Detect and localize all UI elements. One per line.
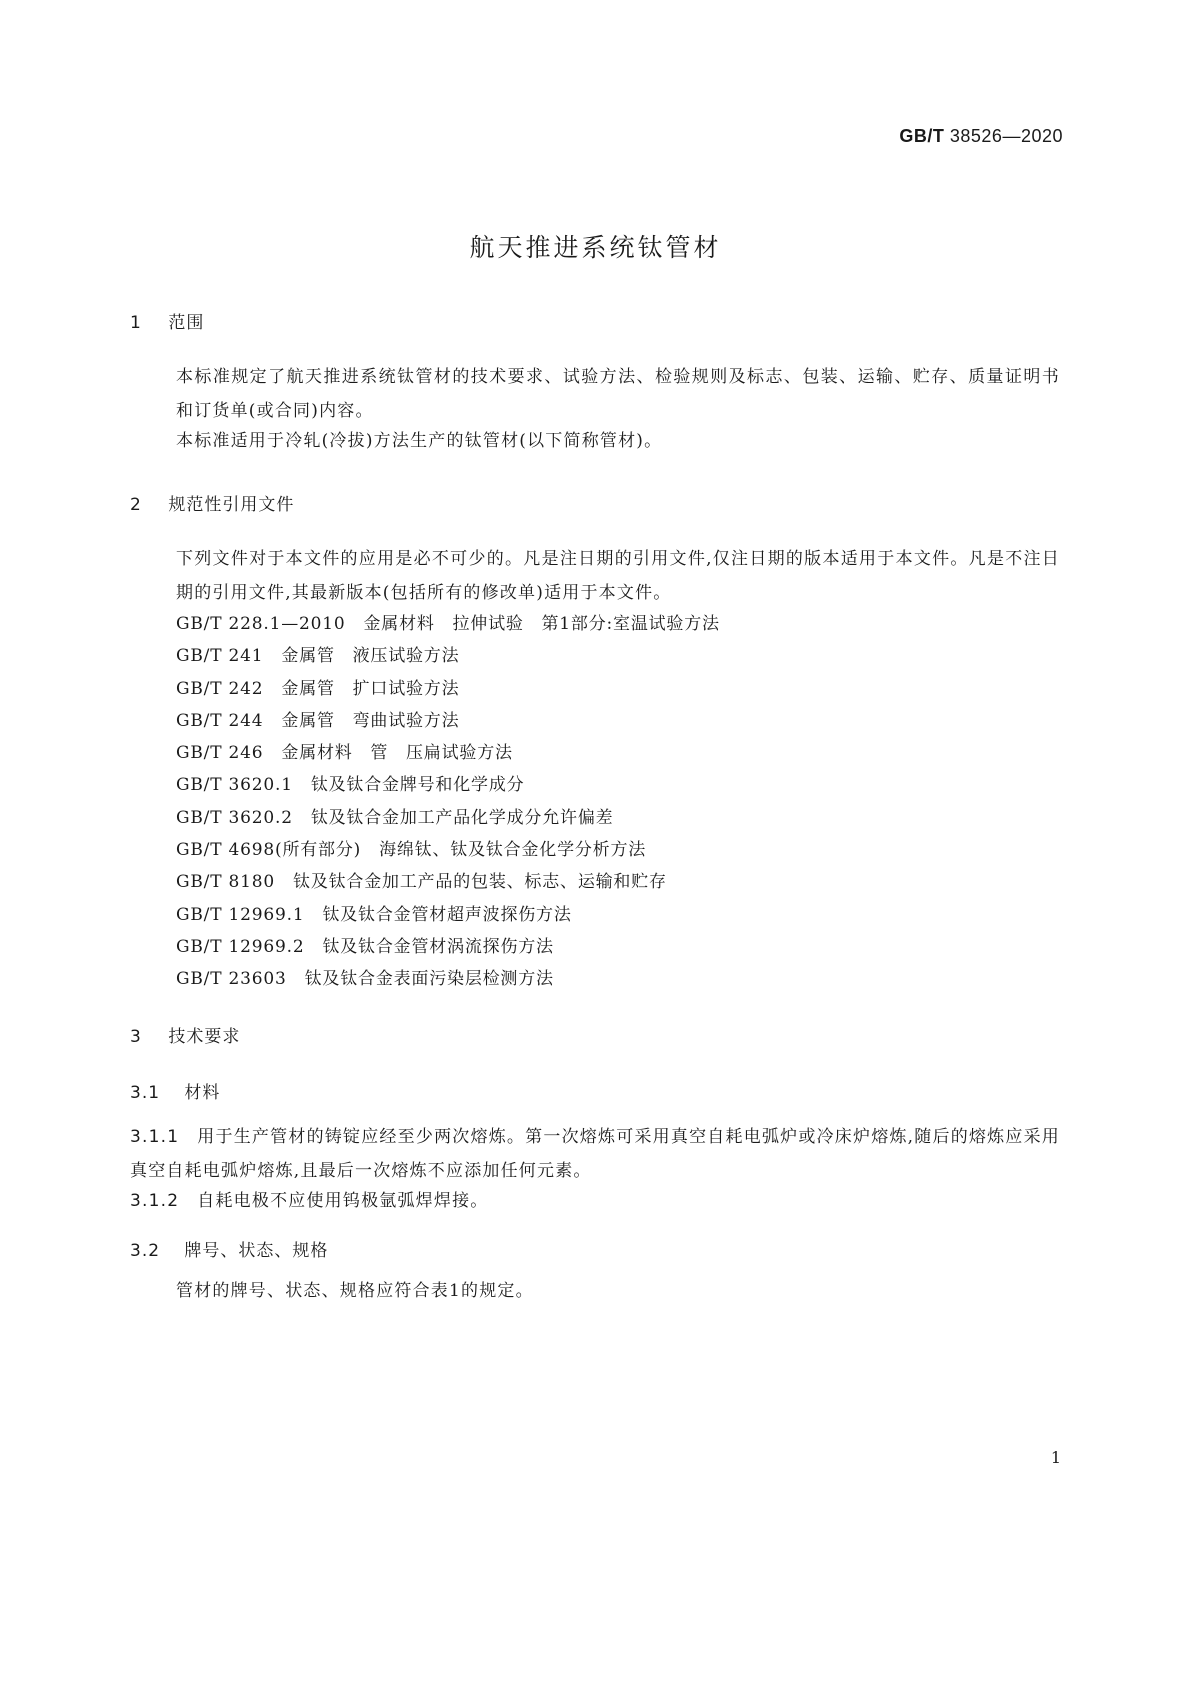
subsection-3-1-heading	[130, 1078, 220, 1103]
reference-name: 钛及钛合金表面污染层检测方法	[304, 969, 554, 990]
subsection-3-2-heading	[130, 1236, 328, 1261]
clause-number: 3.1.1	[130, 1127, 180, 1147]
section-2-heading	[130, 490, 294, 515]
section-title: 技术要求	[168, 1027, 241, 1047]
reference-item	[176, 705, 1056, 737]
reference-name: 金属管 扩口试验方法	[281, 678, 460, 699]
scope-paragraph-2: 本标准适用于冷轧(冷拔)方法生产的钛管材(以下简称管材)。	[176, 431, 663, 451]
subsection-3-2-paragraph: 管材的牌号、状态、规格应符合表1的规定。	[176, 1281, 534, 1301]
section-number: 3	[130, 1027, 142, 1047]
clause-text: 自耗电极不应使用钨极氩弧焊焊接。	[197, 1191, 489, 1211]
subsection-number: 3.2	[130, 1241, 161, 1261]
reference-item	[176, 769, 1056, 801]
reference-item	[176, 608, 1056, 640]
reference-name: 钛及钛合金加工产品化学成分允许偏差	[310, 807, 614, 828]
reference-code: GB/T 241	[176, 646, 264, 667]
reference-name: 金属材料 拉伸试验 第1部分:室温试验方法	[363, 614, 720, 634]
reference-item	[176, 802, 1056, 834]
reference-code: GB/T 12969.2	[176, 936, 305, 957]
subsection-title: 材料	[184, 1083, 221, 1103]
references-intro: 下列文件对于本文件的应用是必不可少的。凡是注日期的引用文件,仅注日期的版本适用于本文件。凡是不注日期的引用文件,其最新版本(包括所有的修改单)适用于本文件。	[176, 549, 1060, 603]
scope-paragraph-1: 本标准规定了航天推进系统钛管材的技术要求、试验方法、检验规则及标志、包装、运输、贮存、质量证明书和订货单(或合同)内容。	[176, 367, 1060, 421]
reference-name: 钛及钛合金牌号和化学成分	[310, 775, 525, 796]
reference-name: 金属管 弯曲试验方法	[281, 710, 460, 731]
reference-item	[176, 866, 1056, 898]
reference-name: 钛及钛合金加工产品的包装、标志、运输和贮存	[293, 872, 667, 893]
reference-code: GB/T 23603	[176, 969, 287, 990]
reference-code: GB/T 8180	[176, 872, 276, 893]
standard-code: 38526—2020	[949, 126, 1063, 146]
reference-code: GB/T 246	[176, 743, 264, 764]
reference-code: GB/T 3620.1	[176, 775, 293, 796]
reference-name: 钛及钛合金管材超声波探伤方法	[322, 904, 572, 925]
reference-name: 金属管 液压试验方法	[281, 646, 460, 667]
section-title: 范围	[168, 313, 205, 333]
subsection-number: 3.1	[130, 1083, 161, 1103]
reference-list	[176, 608, 1056, 996]
document-title: 航天推进系统钛管材	[469, 233, 722, 262]
reference-code: GB/T 12969.1	[176, 904, 305, 925]
page-number: 1	[1050, 1448, 1061, 1467]
reference-item	[176, 834, 1056, 866]
section-1-heading	[130, 308, 204, 333]
reference-item	[176, 640, 1056, 672]
reference-name: 海绵钛、钛及钛合金化学分析方法	[379, 840, 647, 861]
section-number: 2	[130, 495, 142, 515]
clause-3-1-1	[130, 1120, 1060, 1188]
reference-name: 钛及钛合金管材涡流探伤方法	[322, 936, 554, 957]
reference-code: GB/T 4698(所有部分)	[176, 840, 362, 861]
reference-item	[176, 737, 1056, 769]
reference-item	[176, 931, 1056, 963]
reference-name: 金属材料 管 压扁试验方法	[281, 743, 513, 764]
reference-code: GB/T 228.1—2010	[176, 614, 346, 634]
reference-code: GB/T 242	[176, 678, 264, 699]
clause-number: 3.1.2	[130, 1191, 180, 1211]
reference-item	[176, 899, 1056, 931]
standard-prefix: GB/T	[899, 126, 945, 146]
reference-item	[176, 673, 1056, 705]
clause-text: 用于生产管材的铸锭应经至少两次熔炼。第一次熔炼可采用真空自耗电弧炉或冷床炉熔炼,随后的熔炼应采用真空自耗电弧炉熔炼,且最后一次熔炼不应添加任何元素。	[130, 1127, 1060, 1181]
reference-item	[176, 963, 1056, 995]
section-title: 规范性引用文件	[168, 495, 295, 515]
standard-number	[899, 126, 1063, 147]
reference-code: GB/T 3620.2	[176, 807, 293, 828]
section-3-heading	[130, 1022, 240, 1047]
clause-3-1-2	[130, 1184, 1060, 1218]
section-number: 1	[130, 313, 142, 333]
subsection-title: 牌号、状态、规格	[184, 1241, 329, 1261]
reference-code: GB/T 244	[176, 710, 264, 731]
